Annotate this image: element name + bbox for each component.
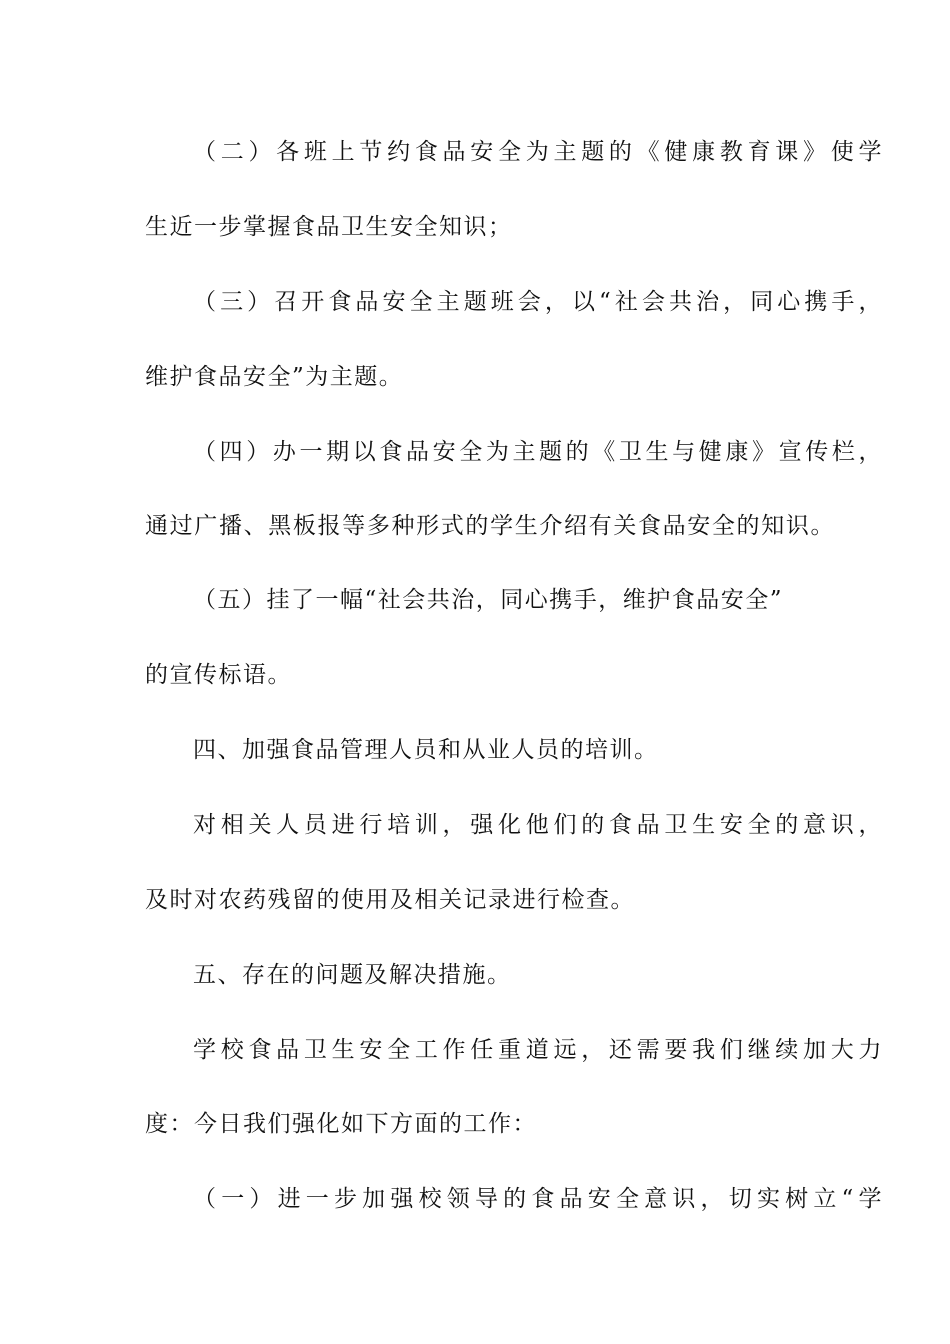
paragraph-line: 学校食品卫生安全工作任重道远，还需要我们继续加大力 xyxy=(193,1037,883,1063)
paragraph-line: 通过广播、黑板报等多种形式的学生介绍有关食品安全的知识。 xyxy=(145,513,835,539)
paragraph-line: 度：今日我们强化如下方面的工作： xyxy=(145,1111,537,1137)
paragraph-line: 对相关人员进行培训，强化他们的食品卫生安全的意识， xyxy=(193,812,883,838)
paragraph-line: （三）召开食品安全主题班会，以“社会共治，同心携手， xyxy=(193,289,883,315)
paragraph-line: （四）办一期以食品安全为主题的《卫生与健康》宣传栏， xyxy=(193,439,883,465)
paragraph-line: 及时对农药残留的使用及相关记录进行检查。 xyxy=(145,887,635,913)
paragraph-line: 的宣传标语。 xyxy=(145,662,292,688)
paragraph-line: 生近一步掌握食品卫生安全知识； xyxy=(145,214,513,240)
paragraph-line: （二）各班上节约食品安全为主题的《健康教育课》使学 xyxy=(193,139,883,165)
paragraph-line: （五）挂了一幅“社会共治，同心携手，维护食品安全” xyxy=(193,587,784,613)
section-heading: 四、加强食品管理人员和从业人员的培训。 xyxy=(193,737,659,763)
paragraph-line: （一）进一步加强校领导的食品安全意识，切实树立“学 xyxy=(193,1186,883,1212)
paragraph-line: 维护食品安全”为主题。 xyxy=(145,364,404,390)
section-heading: 五、存在的问题及解决措施。 xyxy=(193,962,512,988)
